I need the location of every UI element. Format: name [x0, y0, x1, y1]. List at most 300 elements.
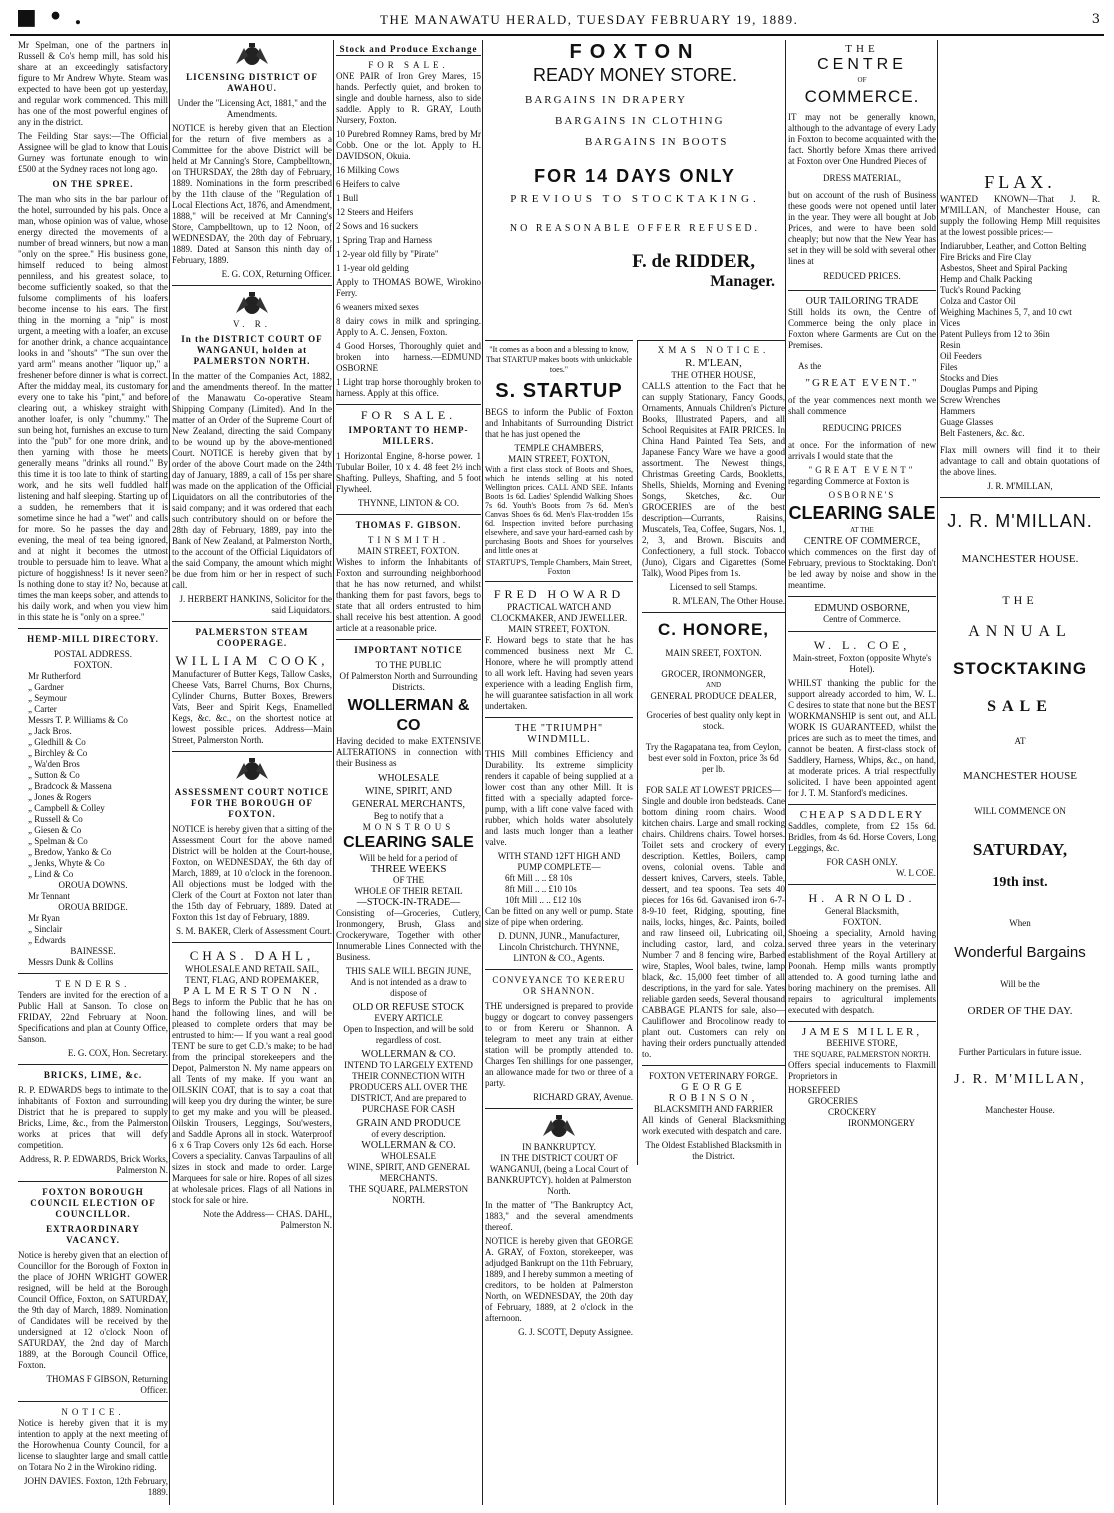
ad-body: With a first class stock of Boots and Shoes, which he intends selling at his noted Wellington prices. CALL AND SEE. Infants Boots 1s 6d. Ladies' Splendid Walking Shoes 7s 6d. Youth's Boots from 7s 6d. Men's Canvas Shoes 6s 6d. Men's Flax-trodden 15s 6d. Inspection invited before purchasing elsewhere, and save your hard-earned cash by purchasing Boots and Shoes for yourselves and little ones at [485, 465, 633, 555]
directory-list [18, 913, 168, 946]
divider [336, 639, 481, 640]
ad-body: THE undersigned is prepared to provide buggy or dogcart to convey passengers to or from Kereru or Shannon. A telegram to meet any train at either station will be promptly attended to. Charges Ten shillings for one passenger, an allowance made for two or three of a party. [485, 1001, 633, 1088]
ad-line: Beg to notify that a [373, 811, 444, 821]
list-item: „ Giesen & Co [28, 825, 82, 835]
ad-signature: G. J. SCOTT, Deputy Assignee. [518, 1327, 633, 1337]
ad-line: OF [857, 76, 867, 84]
divider [18, 1401, 168, 1402]
business-subtitle: BLACKSMITH AND FARRIER [653, 1104, 774, 1114]
list-item: „ Bradcock & Massena [28, 781, 112, 791]
sub-column-right [637, 340, 785, 1165]
list-item: „ Jenks, Whyte & Co [28, 858, 105, 868]
page-number: 3 [1091, 12, 1100, 27]
store-title: FOXTON [569, 41, 701, 63]
ad-line: "GREAT EVENT." [805, 377, 919, 389]
sale-item: 6 Heifers to calve [336, 179, 400, 189]
list-item: „ Gledhill & Co [28, 737, 86, 747]
divider [336, 404, 481, 405]
ad-headline: SATURDAY, [972, 840, 1068, 859]
business-name: EDMUND OSBORNE, [814, 603, 910, 614]
ad-title: CHEAP SADDLERY [799, 809, 925, 821]
ad-line: CROCKERY [828, 1107, 877, 1117]
directory-section: BAINESSE. [70, 946, 116, 956]
list-item: „ Jones & Rogers [28, 792, 92, 802]
ad-line: "GREAT EVENT" [808, 465, 916, 475]
ad-line: ORDER OF THE DAY. [967, 1005, 1073, 1017]
ad-line: WHOLESALE [377, 773, 440, 784]
ad-line: GRAIN AND PRODUCE [356, 1118, 461, 1129]
sale-item: ONE PAIR of Iron Grey Mares, 15 hands. Perfectly quiet, and broken to single and double harness, also to side saddle. Apply to R. GRAY, Louth Nursery, Foxton. [336, 71, 481, 125]
ad-body: F. Howard begs to state that he has commenced business next Mr C. Honore, where he will promptly attend to all work left. Having had seven years experience with a leading English firm, he will guarantee satisfaction in all work undertaken. [485, 635, 633, 711]
ad-line: GENERAL PRODUCE DEALER, [650, 691, 777, 701]
masthead [10, 4, 1104, 36]
ad-signature: R. M'LEAN, The Other House. [672, 596, 785, 606]
list-item: Oil Feeders [940, 351, 982, 361]
ad-title: CONVEYANCE TO KERERU OR SHANNON. [492, 975, 626, 996]
ad-subtitle: TO THE PUBLIC [375, 660, 442, 670]
ad-headline: CLEARING SALE [788, 503, 936, 523]
divider [336, 514, 481, 515]
ad-line: THREE WEEKS [370, 863, 447, 875]
divider [940, 497, 1100, 498]
store-subtitle: READY MONEY STORE. [532, 65, 738, 85]
ad-body: And is not intended as a draw to dispose of [350, 977, 467, 998]
business-name: WILLIAM COOK, [175, 653, 329, 668]
list-item: Hammers [940, 406, 975, 416]
directory-section: OROUA DOWNS. [58, 880, 128, 890]
ad-line: CENTRE OF COMMERCE, [803, 536, 921, 547]
divider [18, 973, 168, 974]
ad-body: Notice is hereby given that it is my intention to apply at the next meeting of the Horowhenua County Council, for a license to slaughter large and small cattle on Totara No 2 in the Wirokino riding. [18, 1418, 168, 1472]
ad-body: NOTICE is hereby given that GEORGE A. GRAY, of Foxton, storekeeper, was adjudged Bankrupt on the 11th February, 1889, and I hereby summon a meeting of creditors, to be holden at Palmerston North, on WEDNESDAY, the 20th day of February, 1889, at 2 o'clock in the afternoon. [485, 1236, 633, 1323]
directory-list [18, 891, 168, 902]
ad-body: Shoeing a speciality, Arnold having served three years in the veterinary establishment of the Royal Artillery at Poonah. Hemp mills wants promptly attended to. A good turning lathe and boring machinery on the premises. All repairs to agricultural implements executed with despatch. [788, 928, 936, 1015]
ad-body: 1 Horizontal Engine, 8-horse power. 1 Tubular Boiler, 10 x 4. 48 feet 2½ inch Shafting. Pulleys, Shafting, and 5 foot Flywheel. [336, 451, 481, 494]
list-item: Tuck's Round Packing [940, 285, 1021, 295]
list-item: Files [940, 362, 958, 372]
ad-body: of the year commences next month we shall commence [788, 395, 936, 416]
column-rule [937, 40, 938, 1505]
ad-body: NOTICE is hereby given that a sitting of the Assessment Court for the above named District will be holden at the Court-house, Foxton, on WEDNESDAY, the 6th day of March, 1889, at 10 o'clock in the forenoon. All objections must be lodged with the Clerk of the Court at Foxton not later than the 15th day of February, 1889. Dated at Foxton this 1st day of February, 1889. [172, 824, 332, 922]
ad-signature: E. G. COX, Returning Officer. [221, 269, 332, 279]
ad-title: XMAS NOTICE. [657, 345, 770, 355]
ad-body: Still holds its own, the Centre of Commerce being the only place in Foxton where Garments are Cut on the Premises. [788, 307, 936, 350]
sale-item: 1 Light trap horse thoroughly broken to harness. Apply at this office. [336, 377, 481, 398]
ad-line: THE [1002, 593, 1038, 607]
ad-body: In the matter of the Companies Act, 1882, and the amendments thereof. In the matter of the Manawatu Co-operative Steam Shipping Company (Limited). And In the matter of an Order of the Supreme Court of New Zealand, directing the said Company to be wound up by the above-mentioned Court. NOTICE is hereby given that by order of the above Court made on the 24th day of January, 1889, a call of 15s per share was made on the application of the Official Liquidators on all the contributories of the said company; and it was ordered that each such contributory should on or before the 28th day of February, 1889, pay into the Bank of New Zealand, at Palmerston North, to the account of the Official Liquidators of the said Company, the amount which might be due from him or her in respect of such call. [172, 371, 332, 590]
ad-title: TENDERS. [55, 979, 131, 989]
ad-line: GENERAL MERCHANTS, [352, 799, 465, 810]
divider [788, 884, 936, 885]
ad-body: IT may not be generally known, although to the advantage of every Lady in Foxton to become acquainted with the fact. Shortly before Xmas there arrived at Foxton over One Hundred Pieces of [788, 112, 936, 166]
list-item: Indiarubber, Leather, and Cotton Belting [940, 241, 1087, 251]
business-name: F. de RIDDER, [632, 251, 755, 272]
royal-crest-icon [232, 291, 272, 317]
ad-signature: JOHN DAVIES. Foxton, 12th February, 1889. [24, 1476, 168, 1497]
article-body: The man who sits in the bar parlour of the hotel, surrounded by his pals. Once a man, whose opinion was of value, whose energy directed the movements of a number of bread winners, but now a man "only on the spree." His business gone, himself reduced to being almost penniless, and his greatest solace, to become sufficiently soaked, so that the fulsome compliments of his loafers become incense to his ears. The first thing in the morning a "nip" is most urgent, a meeting with a loafer, an excuse for another drink, a chance acquaintance looks in and "shouts" "The sun over the yard arm" means another "liquor up," a freshener before dinner is what is correct. After the midday meal, its customary for every one to take his "pint," and before clearing out, a whiskey straight with another loafer, is only "chummy." The sun being hot, furnishes an excuse to turn into the "pub" for one more drink, and then yarning with those he meets generally means "drinks all round." By this time it is too late to think of starting work, and he sits well fuddled half listening and half sleeping. Starting up of a sudden, he remembers that it is sometime since he had a "wet" and calls for more. So he passes the day and evening, the meal of tea being ignored, and at night it becomes the utmost trouble to persuade him to leave. What a picture of hoggishness! Is it never seen? Is nothing done to stay it? No, because at times the man keeps sober, and attends to his daily work, and when you view him in this state he is "only on a spree." [18, 194, 168, 622]
ad-signature: Note the Address— CHAS. DAHL, Palmerston N. [203, 1209, 332, 1230]
ad-body: BEGS to inform the Public of Foxton and Inhabitants of Surrounding District that he has just opened the [485, 407, 633, 439]
ad-line: OLD OR REFUSE STOCK [352, 1002, 465, 1013]
ad-line: FOR CASH ONLY. [826, 857, 898, 867]
business-name: J. R. M'MILLAN. [947, 511, 1093, 531]
column-3 [336, 40, 481, 1505]
ad-body: Flax mill owners will find it to their advantage to call and obtain quotations of the above lines. [940, 445, 1100, 477]
business-name: CHAS. DAHL, [189, 948, 315, 963]
divider [172, 942, 332, 943]
ad-title: FOXTON VETERINARY FORGE. [648, 1071, 779, 1081]
list-item: Colza and Castor Oil [940, 296, 1016, 306]
divider [485, 1108, 633, 1109]
ad-line: ANNUAL [968, 623, 1072, 640]
ad-signature: THYNNE, LINTON & CO. [357, 498, 460, 508]
ad-body: In the matter of "The Bankruptcy Act, 1883," and the several amendments thereof. [485, 1200, 633, 1232]
business-address: THE SQUARE, PALMERSTON NORTH. [793, 1050, 931, 1059]
ad-body: Open to Inspection, and will be sold regardless of cost. [343, 1024, 474, 1045]
business-subtitle: TINSMITH. [367, 535, 450, 545]
ad-line: NO REASONABLE OFFER REFUSED. [509, 223, 761, 234]
ad-line: WITH STAND 12FT HIGH AND PUMP COMPLETE— [497, 851, 621, 872]
directory-list [18, 671, 168, 880]
business-name: WOLLERMAN & CO [347, 697, 470, 734]
requisites-list [940, 241, 1100, 439]
ad-body: WHILST thanking the public for the support already accorded to him, W. L. C desires to state that none but the BEST WORKMANSHIP is sent out, and ALL WORK IS GUARANTEED, whilst the prices are such as to meet the times, and cannot be beaten. A first-class stock of Saddlery, Harness, Whips, &c., on hand, at moderate prices. A trial respectfully solicited. I have been appointed agent for J. T. M. Stanford's medicines. [788, 678, 936, 798]
ad-body: Begs to inform the Public that he has on hand the following lines, and will be pleased to complete orders that may be entrusted to him:— If you want a real good TENT be sure to get C.D.'s make; to be had from the principal storekeepers and the Depot, Palmerston N. My name appears on all Tents of my make. If you want an OILSKIN COAT, that is to say a coat that will keep you dry during the winter, be sure to get my make and you will be pleased. Oilskin Trousers, Leggings, Sou'westers, and Saddle Aprons all in stock. Waterproof 6 x 6 Trap Covers only 12s 6d each. Horse Covers a speciality. Canvas Tarpaulins of all sizes in stock and made to order. Large Marquees for sale or hire. Ropes of all sizes at wholesale prices. Flags of all Nations in stock for sale or hire. [172, 997, 332, 1205]
business-name: THOMAS F. GIBSON. [355, 520, 462, 530]
column-rule [169, 40, 170, 1505]
ad-line: MANCHESTER HOUSE [963, 770, 1077, 782]
business-name: R. M'LEAN, [685, 357, 742, 369]
ad-line: OF THE [392, 875, 425, 885]
ad-line: IRONMONGERY [848, 1118, 916, 1128]
sale-item: Apply to THOMAS BOWE, Wirokino Ferry. [336, 277, 481, 298]
ad-signature: S. M. BAKER, Clerk of Assessment Court. [175, 926, 332, 936]
list-item: Fire Bricks and Fire Clay [940, 252, 1032, 262]
ad-body: All kinds of General Blacksmithing work executed with despatch and care. [642, 1115, 785, 1136]
list-item: „ Birchley & Co [28, 748, 88, 758]
ad-signature: Address, R. P. EDWARDS, Brick Works, Palmerston N. [19, 1154, 168, 1175]
ad-title: IMPORTANT NOTICE [354, 645, 463, 655]
list-item: Guage Glasses [940, 417, 994, 427]
ad-line: EVERY ARTICLE [374, 1013, 443, 1023]
ad-body: Try the Ragapatana tea, from Ceylon, best ever sold in Foxton, price 3s 6d per lb. [645, 742, 782, 774]
price-row: 10ft Mill .. .. £12 10s [505, 895, 582, 905]
ad-signature: STARTUP'S, Temple Chambers, Main Street, Foxton [485, 558, 633, 576]
royal-crest-icon [232, 757, 272, 783]
ad-title: THE "TRIUMPH" WINDMILL. [514, 723, 604, 745]
ad-line: AT [1014, 736, 1026, 746]
divider [788, 290, 936, 291]
divider [788, 631, 936, 632]
list-item: „ Seymour [28, 693, 67, 703]
list-item: Mr Ryan [28, 913, 60, 923]
ad-line: of every description. [371, 1129, 446, 1139]
column-rule [482, 40, 483, 1505]
divider [788, 1021, 936, 1022]
ad-body: Of Palmerston North and Surrounding Districts. [339, 671, 478, 692]
list-item: Mr Tennant [28, 891, 70, 901]
ad-line: GROCER, IRONMONGER, [661, 669, 766, 679]
sale-item: 1 1-year old gelding [336, 263, 409, 273]
ad-signature: J. R. M'MILLAN, [987, 481, 1053, 491]
business-subtitle: Manchester House. [985, 1105, 1055, 1115]
business-subtitle: WHOLESALE AND RETAIL SAIL, TENT, FLAG, AND ROPEMAKER, [185, 964, 319, 985]
ad-body: CALLS attention to the Fact that he can supply Stationary, Fancy Goods, Ornaments, Annuals Children's Picture Books, Illustrated Papers, and all School Requisites at FAIR PRICES. In China Hand Painted Tea Sets, and Japanese Fancy Ware we have a good assortment. The Newest things, Christmas Greeting Cards, Bookletts, Shells, Shields, Morning and Evening Songs, Sketches, &c. Our GROCERIES are of the best description—Currants, Raisins, Muscatels, Tea, Coffee, Sugars, Nos. 1, 2, 3, and Brown. Biscuits and Confectionery, a full stock. Tobacco (Juno), Cigars and Cigarettes (Some Talk), Wood Pipes from 1s. [642, 381, 785, 578]
divider [18, 1181, 168, 1182]
ad-line: TEMPLE CHAMBERS, [514, 443, 604, 453]
list-item: „ Carter [28, 704, 57, 714]
ad-line: OSBORNE'S [828, 490, 896, 500]
vr-mark: V. R. [232, 319, 272, 329]
list-item: „ Campbell & Colley [28, 803, 105, 813]
business-name: W. L. COE, [813, 638, 911, 652]
price-row: 6ft Mill .. .. £8 10s [505, 873, 573, 883]
ad-title: LICENSING DISTRICT OF AWAHOU. [186, 72, 318, 93]
ad-subtitle: Under the "Licensing Act, 1881," and the Amendments. [177, 98, 327, 119]
ad-title: NOTICE. [61, 1407, 125, 1417]
sale-item: 12 Steers and Heifers [336, 207, 414, 217]
business-name: S. STARTUP [495, 380, 623, 402]
newspaper-title: THE MANAWATU HERALD, TUESDAY FEBRUARY 19, 1889. [380, 12, 799, 27]
divider [18, 1064, 168, 1065]
business-subtitle: MANCHESTER HOUSE. [961, 553, 1079, 565]
business-address: MAIN STREET, FOXTON. [508, 624, 610, 634]
ad-line: OUR TAILORING TRADE [805, 296, 919, 307]
business-subtitle: PRACTICAL WATCH AND CLOCKMAKER, AND JEWELLER. [490, 602, 628, 623]
column-6 [940, 40, 1100, 1505]
business-subtitle: BEEHIVE STORE, [826, 1038, 898, 1048]
royal-crest-icon [539, 1114, 579, 1140]
list-item: Hemp and Chalk Packing [940, 274, 1033, 284]
business-name: C. HONORE, [657, 620, 770, 639]
list-item: „ Gardner [28, 682, 64, 692]
list-item: Messrs Dunk & Collins [28, 957, 114, 967]
list-item: „ Sutton & Co [28, 770, 80, 780]
list-item: Messrs T. P. Williams & Co [28, 715, 128, 725]
list-item: „ Edwards [28, 935, 66, 945]
divider [485, 581, 633, 582]
ad-body: R. P. EDWARDS begs to intimate to the inhabitants of Foxton and surrounding District that he is prepared to supply Bricks, Lime, &c., from the Palmerston works at prices that will defy competition. [18, 1085, 168, 1150]
business-name: FRED HOWARD [493, 587, 625, 601]
business-town: PALMERSTON N. [183, 985, 321, 997]
ad-title: FOR SALE. [360, 408, 457, 422]
ad-headline: STOCKTAKING [952, 659, 1088, 678]
ad-line: GROCERIES [808, 1096, 859, 1106]
sale-item: 10 Purebred Romney Rams, bred by Mr Cobb. One or the lot. Apply to H. DAVIDSON, Okuia. [336, 129, 481, 161]
divider [485, 969, 633, 970]
ad-line: THIS SALE WILL BEGIN JUNE, [345, 966, 472, 976]
directory-section: FOXTON. [73, 660, 113, 670]
ad-headline: FLAX. [984, 172, 1056, 192]
directory-title: HEMP-MILL DIRECTORY. [27, 634, 159, 644]
business-subtitle: General Blacksmith, [825, 906, 899, 916]
ad-body: INTEND TO LARGELY EXTEND THEIR CONNECTION WITH PRODUCERS ALL OVER THE DISTRICT, And are prepared to PURCHASE FOR CASH [344, 1060, 473, 1114]
ad-line: AND [705, 681, 722, 689]
ad-body: Having decided to make EXTENSIVE ALTERATIONS in connection with their Business as [336, 736, 481, 768]
list-item: Mr Rutherford [28, 671, 81, 681]
ad-headline: Wonderful Bargains [954, 944, 1086, 961]
ad-body: NOTICE is hereby given that an Election for the return of five members as a Committee for the above District will be held at Mr Canning's Store, Campbelltown, on THURSDAY, the 28th day of February, 1889. Nominations in the form prescribed by the 11th clause of the "Regulation of Local Elections Act, 1876, and Amendment, 1888," will be received at Mr Canning's Store, Campbelltown, up to 12 Noon, of WEDNESDAY, the 20th day of February, 1889. Dated at Sanson this ninth day of February, 1889. [172, 123, 332, 265]
directory-section: OROUA BRIDGE. [58, 902, 128, 912]
column-4 [485, 40, 785, 1505]
business-title: Manager. [710, 273, 775, 290]
directory-subtitle: POSTAL ADDRESS. [54, 649, 132, 659]
ad-headline: FOR 14 DAYS ONLY [534, 166, 736, 186]
ad-line: PREVIOUS TO STOCKTAKING. [510, 193, 760, 205]
business-name: J. R. M'MILLAN, [954, 1072, 1086, 1087]
ad-title: FOXTON BOROUGH COUNCIL ELECTION OF COUNCILLOR. [30, 1187, 156, 1219]
ad-body: regarding Commerce at Foxton is [788, 476, 909, 486]
business-subtitle: THE OTHER HOUSE, [671, 370, 756, 380]
ad-line: —STOCK-IN-TRADE— [356, 897, 461, 908]
sale-item: 16 Milking Cows [336, 165, 400, 175]
royal-crest-icon [232, 42, 272, 68]
ad-line: MAIN STREET, FOXTON, [508, 454, 610, 464]
ad-line: Licensed to sell Stamps. [669, 582, 758, 592]
ad-line: Will be held for a period of [359, 853, 458, 863]
ad-line: DRESS MATERIAL, [822, 173, 901, 183]
divider [172, 285, 332, 286]
business-subtitle: Centre of Commerce. [823, 614, 901, 624]
ad-line: WINE, SPIRIT, AND [364, 786, 453, 797]
ad-quote: "It comes as a boon and a blessing to know, That STARTUP makes boots with unkickable toes." [486, 345, 632, 374]
business-address: MAIN SREET, FOXTON. [665, 648, 762, 658]
ad-line: WILL COMMENCE ON [974, 806, 1066, 816]
ad-line: WHOLE OF THEIR RETAIL [354, 886, 463, 896]
ad-line: MONSTROUS [362, 822, 455, 832]
ad-line: 19th inst. [992, 875, 1048, 890]
list-item: „ Spelman & Co [28, 836, 88, 846]
directory-list [18, 957, 168, 968]
divider [485, 717, 633, 718]
ad-line: WOLLERMAN & CO. [361, 1140, 456, 1151]
divider [788, 596, 936, 597]
ad-line: BARGAINS IN CLOTHING [555, 115, 725, 127]
ad-body: which commences on the first day of February, previous to Stocktaking. Don't be led away by noise and show in the meantime. [788, 547, 936, 590]
list-item: Stocks and Dies [940, 373, 998, 383]
business-address: MAIN STREET, FOXTON. [357, 546, 460, 556]
sale-item: 2 Sows and 16 suckers [336, 221, 418, 231]
divider [172, 621, 332, 622]
list-item: „ Wa'den Bros [28, 759, 80, 769]
divider [172, 751, 332, 752]
ad-body: Groceries of best quality only kept in stock. [646, 710, 781, 731]
ad-line: WOLLERMAN & CO. [361, 1049, 456, 1060]
ad-subtitle: IMPORTANT TO HEMP-MILLERS. [348, 425, 469, 446]
ad-body: Tenders are invited for the erection of a Public Hall at Sanson. To close on FRIDAY, 22nd February at Noon. Specifications and plan at County Office, Sanson. [18, 990, 168, 1044]
ad-body: THIS Mill combines Efficiency and Durability. Its extreme simplicity renders it capable of being supplied at a lower cost than any other Mill. It is fitted with a specially adapted force-pump, with a lift cone valve faced with rubber, which holds water absolutely and lasts much longer than a leather valve. [485, 749, 633, 847]
list-item: „ Russell & Co [28, 814, 83, 824]
ad-signature: W. L COE. [896, 868, 936, 878]
ad-line: REDUCED PRICES. [823, 271, 901, 281]
ad-subtitle: EXTRAORDINARY VACANCY. [46, 1224, 140, 1245]
list-item: Screw Wrenches [940, 395, 1001, 405]
business-address: Main-street, Foxton (opposite Whyte's Hotel). [792, 653, 932, 674]
sale-item: 8 dairy cows in milk and springing. Apply to A. C. Jensen, Foxton. [336, 316, 481, 337]
divider [18, 628, 168, 629]
sub-column-left [485, 340, 633, 1341]
ad-line: SALE [987, 698, 1053, 715]
ad-line: REDUCING PRICES [822, 423, 902, 433]
list-item: Resin [940, 340, 961, 350]
ad-subtitle: IN THE DISTRICT COURT OF WANGANUI, (being a Local Court of BANKRUPTCY). holden at Palmerston North. [486, 1153, 632, 1196]
ad-body: Manufacturer of Butter Kegs, Tallow Casks, Cheese Vats, Barrel Churns, Box Churns, Cylinder Churns, Butter Boxes, Brewers Vats, Beer and Spirit Kegs, Enamelled Kegs, &c. &c., on the shortest notice at lowest possible prices. Address—Main Street, Palmerston North. [172, 669, 332, 745]
sale-item: 4 Good Horses, Thoroughly quiet and broken into harness.—EDMUND OSBORNE [336, 341, 481, 373]
article-title: ON THE SPREE. [52, 179, 134, 189]
section-subtitle: FOR SALE. [368, 60, 449, 70]
sale-item: 1 Spring Trap and Harness [336, 235, 432, 245]
ad-title: In the DISTRICT COURT OF WANGANUI, holden at PALMERSTON NORTH. [181, 334, 323, 366]
ad-signature: RICHARD GRAY, Avenue. [533, 1092, 633, 1102]
ad-line: WINE, SPIRIT, AND GENERAL MERCHANTS. [347, 1162, 470, 1183]
ad-body: WANTED KNOWN—That J. R. M'MILLAN, of Manchester House, can supply the following Hemp Mill requisites at the lowest possible prices:— [940, 194, 1100, 237]
list-item: „ Bredow, Yanko & Co [28, 847, 112, 857]
ad-body: Offers special inducements to Flaxmill Proprietors in [788, 1060, 936, 1081]
column-1 [18, 40, 168, 1505]
ad-signature: J. HERBERT HANKINS, Solicitor for the said Liquidators. [179, 594, 332, 615]
news-item: Mr Spelman, one of the partners in Russell & Co's hemp mill, has sold his share at an exceedingly satisfactory figure to Mr Andrew Whyte. Steam was expected to have been got up yesterday, and regular work commenced. This mill has one of the most powerful engines of any in the district. [18, 40, 168, 127]
sale-item: 6 weaners mixed sexes [336, 302, 419, 312]
ad-line: AT THE [850, 526, 874, 534]
list-item: Vices [940, 318, 960, 328]
ad-line: HORSEFEED [788, 1085, 841, 1095]
ad-line: When [1009, 918, 1031, 928]
list-item: „ Jack Bros. [28, 726, 72, 736]
sale-item: 1 2-year old filly by "Pirate" [336, 249, 439, 259]
divider [788, 804, 936, 805]
sale-item: 1 Bull [336, 193, 359, 203]
ad-line: THE SQUARE, PALMERSTON NORTH. [348, 1184, 469, 1205]
news-item: The Feilding Star says:—The Official Assignee will be glad to know that Louis Gurney was fortunate enough to win £500 at the Sydney races not long ago. [18, 131, 168, 174]
list-item: Douglas Pumps and Piping [940, 384, 1038, 394]
list-item: Weighing Machines 5, 7, and 10 cwt [940, 307, 1072, 317]
ad-line: BARGAINS IN BOOTS [585, 136, 729, 148]
ad-title: BRICKS, LIME, &c. [43, 1070, 143, 1080]
price-row: 8ft Mill .. .. £10 10s [505, 884, 577, 894]
ad-title: PALMERSTON STEAM COOPERAGE. [195, 627, 309, 648]
divider [642, 1065, 785, 1066]
business-name: GEORGE ROBINSON, [668, 1082, 759, 1104]
ad-signature: E. G. COX, Hon. Secretary. [67, 1048, 168, 1058]
ad-signature: THOMAS F GIBSON, Returning Officer. [46, 1374, 168, 1395]
column-2 [172, 40, 332, 1505]
ad-line: Will be the [1000, 979, 1040, 989]
ad-body: Consisting of—Groceries, Cutlery, Ironmongery, Brush, Glass and Crockeryware, Together with other Innumerable Lines Connected with the Business. [336, 908, 481, 962]
ad-title: IN BANKRUPTCY. [522, 1142, 596, 1152]
ad-line: FOR SALE AT LOWEST PRICES— [645, 785, 782, 795]
ad-line: As the [798, 361, 822, 371]
ad-body: Notice is hereby given that an election of Councillor for the Borough of Foxton in the place of JOHN WRIGHT GOWER resigned, will be held at the Borough Council Office, Foxton, on SATURDAY, the 9th day of March, 1889. Nomination of Candidates will be received by the undersigned at 12 o'clock Noon of SATURDAY, the 2nd day of March 1889, at the Borough Council Office, Foxton. [18, 1250, 168, 1370]
ad-line: BARGAINS IN DRAPERY [525, 94, 688, 106]
ad-body: Can be fitted on any well or pump. State size of pipe when ordering. [485, 906, 633, 927]
list-item: „ Sinclair [28, 924, 63, 934]
column-rule [785, 40, 786, 1505]
ad-headline: CENTRE [817, 56, 907, 73]
ad-title: ASSESSMENT COURT NOTICE FOR THE BOROUGH OF FOXTON. [174, 787, 330, 819]
section-title: Stock and Produce Exchange [336, 44, 481, 56]
ad-signature: D. DUNN, JUNR., Manufacturer, Lincoln Christchurch. THYNNE, LINTON & CO., Agents. [498, 931, 620, 963]
ad-headline: COMMERCE. [804, 87, 920, 106]
list-item: Asbestos, Sheet and Spiral Packing [940, 263, 1068, 273]
ad-body: at once. For the information of new arrivals I would state that the [788, 440, 936, 461]
divider [642, 612, 785, 613]
column-5 [788, 40, 936, 1505]
ad-body: Wishes to inform the Inhabitants of Foxton and surrounding neighborhood that he has now returned, and whilst thanking them for past favors, begs to state that all orders entrusted to him shall receive his best attention. A good article at a reasonable price. [336, 557, 481, 633]
business-name: H. ARNOLD. [808, 891, 916, 905]
ad-body: Single and double iron bedsteads. Cane bottom dining room chairs. Wood kitchen chairs. Large and small rocking chairs. Childrens chairs. Towel horses. Toilet sets and crockery of every description. Kettles, Boilers, camp ovens, colonial ovens. Table and dessert knives, Carvers, steels. Table, dessert, and tea spoons. Tea sets 40 pieces for 16s 6d. Gavanised iron 6-7-8-9-10 feet, Ridging, spouting, fine nails, locks, hinges, &c. Paints, boiled and raw linseed oil, Lubricating oil, including castor, lard, and colza. Number 7 and 8 fencing wire, Barbed wire, Staples, Wool bales, twine, lamp black, &c. 15,000 feet timber of all descriptions, in the yard for sale. Yates reliable garden seeds, Several thousand CABBAGE PLANTS for sale, also— Cauliflower and Brocolinow ready to plant out. Customers can rely on having their orders punctually attended to. [642, 796, 785, 1059]
list-item: Patent Pulleys from 12 to 36in [940, 329, 1050, 339]
list-item: „ Lind & Co [28, 869, 74, 879]
